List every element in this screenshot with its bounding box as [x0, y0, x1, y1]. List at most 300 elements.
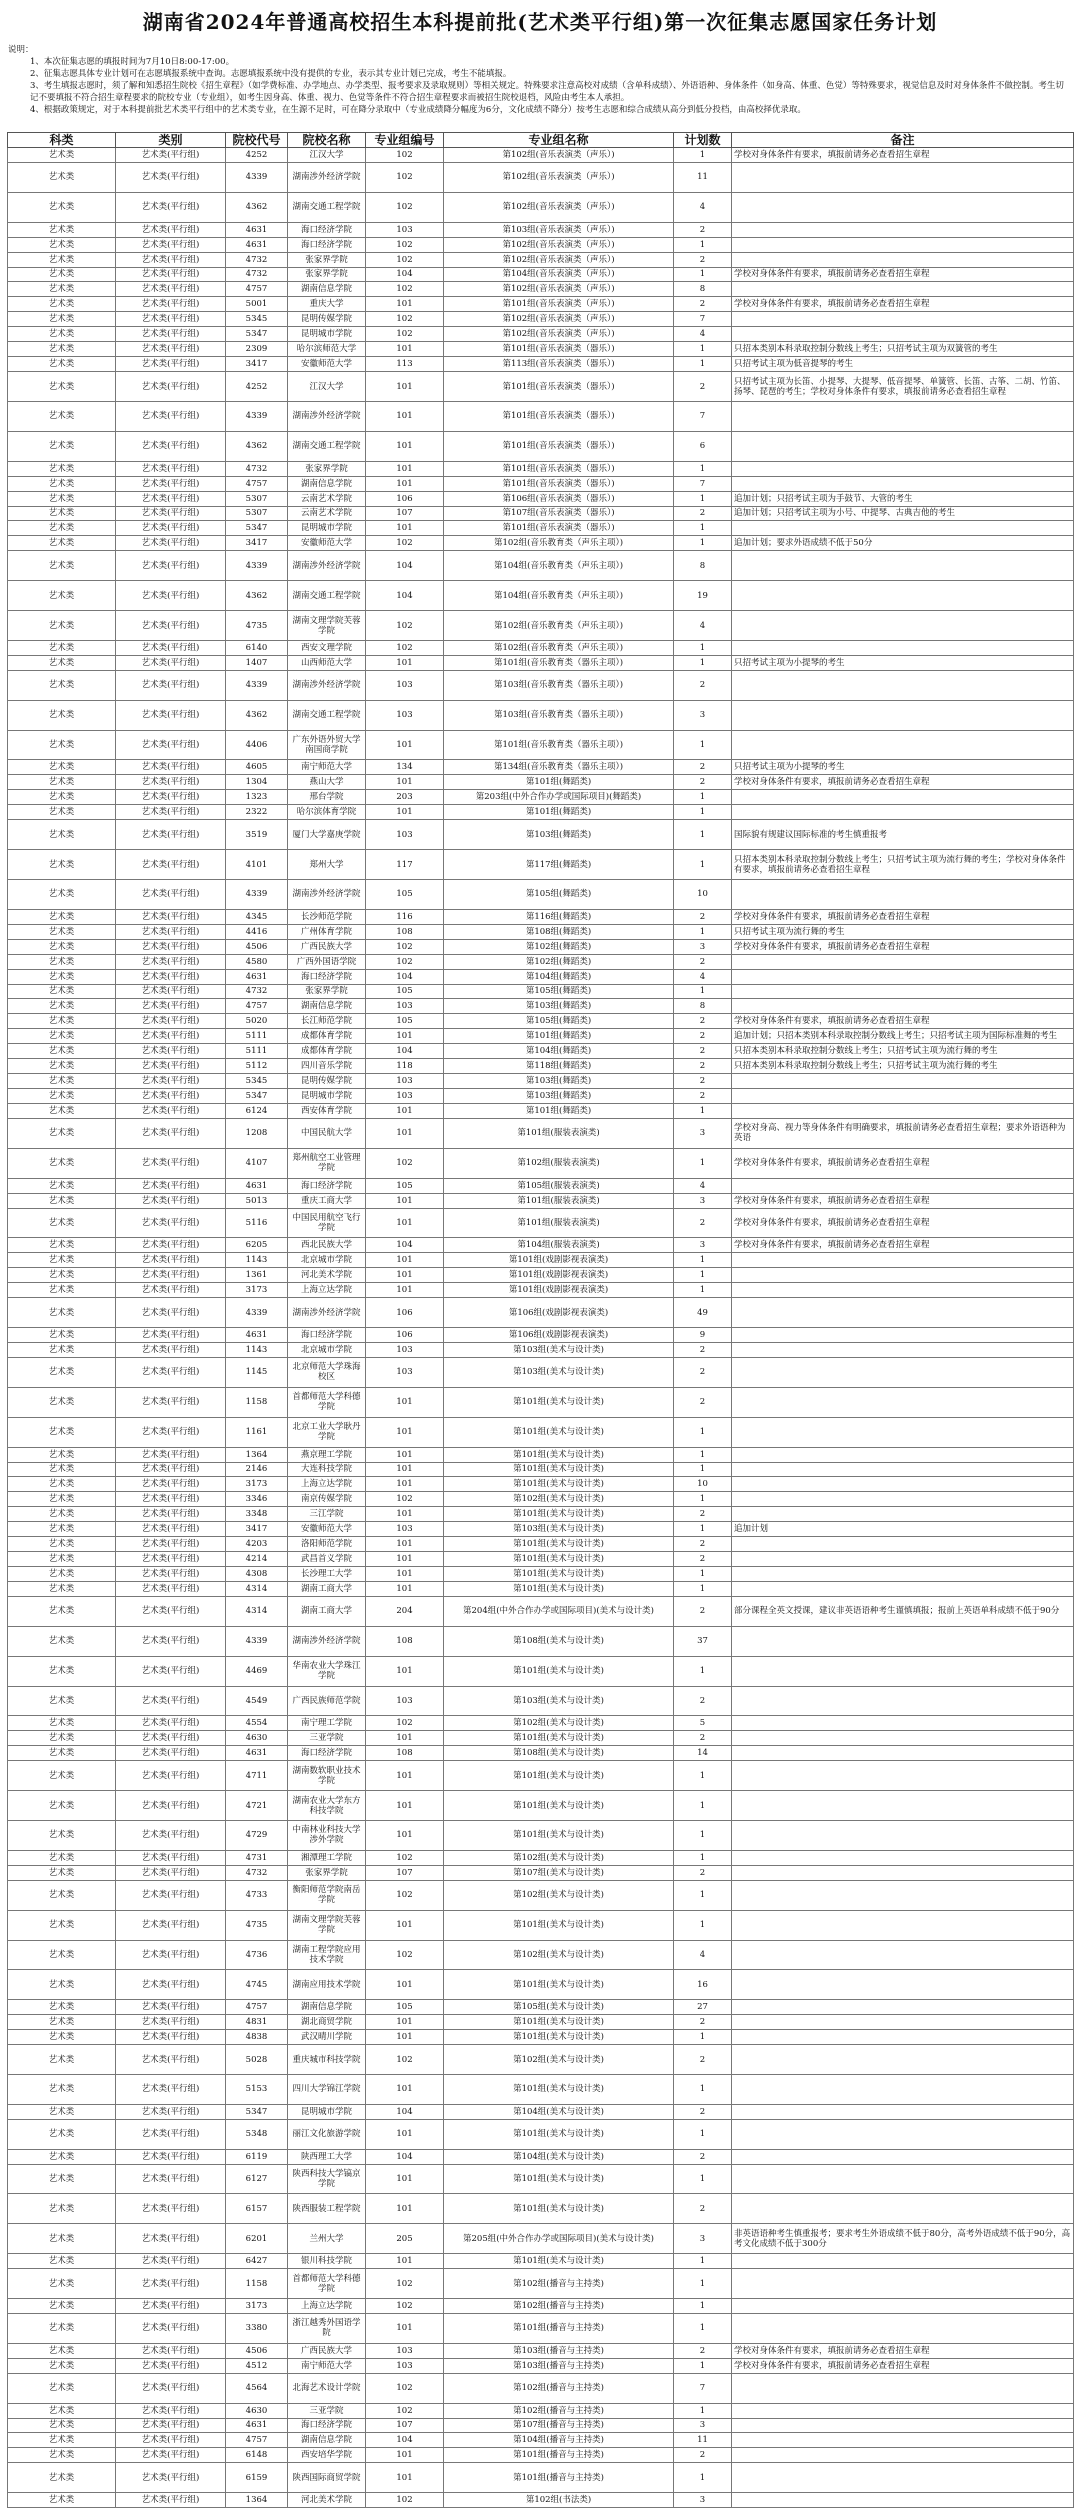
cell-plan-count: 6	[674, 431, 732, 461]
cell-school-code: 4362	[226, 581, 288, 611]
cell-remark	[732, 2418, 1074, 2433]
cell-plan-count: 2	[674, 954, 732, 969]
cell-remark: 追加计划；只招考试主项为小号、中提琴、古典吉他的考生	[732, 506, 1074, 521]
cell-group-code: 103	[366, 1686, 444, 1716]
cell-group-name: 第103组(舞蹈类)	[444, 999, 674, 1014]
cell-school-code: 6119	[226, 2149, 288, 2164]
cell-subject: 艺术类	[8, 670, 116, 700]
cell-category: 艺术类(平行组)	[116, 2403, 226, 2418]
table-row	[8, 790, 1074, 805]
cell-category: 艺术类(平行组)	[116, 1537, 226, 1552]
cell-group-name: 第101组(服装表演类)	[444, 1208, 674, 1238]
cell-school-name: 兰州大学	[288, 2224, 366, 2254]
cell-remark	[732, 2403, 1074, 2418]
cell-plan-count: 2	[674, 909, 732, 924]
table-row	[8, 372, 1074, 402]
cell-category: 艺术类(平行组)	[116, 1104, 226, 1119]
cell-group-name: 第102组(播音与主持类)	[444, 2269, 674, 2299]
cell-remark	[732, 1865, 1074, 1880]
cell-subject: 艺术类	[8, 1059, 116, 1074]
cell-group-code: 101	[366, 1537, 444, 1552]
cell-school-code: 4631	[226, 1328, 288, 1343]
cell-category: 艺术类(平行组)	[116, 670, 226, 700]
cell-school-code: 6427	[226, 2254, 288, 2269]
cell-school-code: 4831	[226, 2015, 288, 2030]
cell-category: 艺术类(平行组)	[116, 640, 226, 655]
cell-remark	[732, 1417, 1074, 1447]
cell-subject: 艺术类	[8, 1074, 116, 1089]
cell-category: 艺术类(平行组)	[116, 1298, 226, 1328]
cell-remark	[732, 611, 1074, 641]
cell-subject: 艺术类	[8, 2030, 116, 2045]
cell-remark	[732, 192, 1074, 222]
cell-plan-count: 2	[674, 252, 732, 267]
cell-subject: 艺术类	[8, 1537, 116, 1552]
cell-remark	[732, 1686, 1074, 1716]
table-row	[8, 312, 1074, 327]
cell-school-name: 张家界学院	[288, 984, 366, 999]
cell-group-name: 第103组(美术与设计类)	[444, 1343, 674, 1358]
cell-group-code: 104	[366, 2433, 444, 2448]
cell-school-code: 3348	[226, 1507, 288, 1522]
cell-school-name: 广东外语外贸大学南国商学院	[288, 730, 366, 760]
cell-remark	[732, 1178, 1074, 1193]
cell-group-code: 101	[366, 1507, 444, 1522]
cell-group-name: 第101组(戏剧影视表演类)	[444, 1253, 674, 1268]
cell-subject: 艺术类	[8, 760, 116, 775]
cell-school-name: 首都师范大学科德学院	[288, 1387, 366, 1417]
table-row	[8, 939, 1074, 954]
cell-subject: 艺术类	[8, 1791, 116, 1821]
cell-group-name: 第101组(美术与设计类)	[444, 1387, 674, 1417]
cell-subject: 艺术类	[8, 1686, 116, 1716]
cell-group-name: 第101组(音乐表演类（器乐）)	[444, 476, 674, 491]
cell-group-code: 103	[366, 2358, 444, 2373]
cell-school-code: 4339	[226, 162, 288, 192]
cell-group-name: 第102组(美术与设计类)	[444, 1940, 674, 1970]
cell-group-code: 102	[366, 954, 444, 969]
table-row	[8, 1850, 1074, 1865]
cell-school-code: 4406	[226, 730, 288, 760]
cell-group-code: 101	[366, 1253, 444, 1268]
cell-school-code: 6201	[226, 2224, 288, 2254]
table-row	[8, 924, 1074, 939]
cell-group-name: 第101组(美术与设计类)	[444, 2074, 674, 2104]
table-row	[8, 1208, 1074, 1238]
cell-school-code: 5347	[226, 327, 288, 342]
cell-remark: 学校对身体条件有要求，填报前请务必查看招生章程	[732, 2358, 1074, 2373]
cell-subject: 艺术类	[8, 820, 116, 850]
cell-group-name: 第102组(播音与主持类)	[444, 2403, 674, 2418]
cell-remark	[732, 2164, 1074, 2194]
cell-school-code: 5111	[226, 1029, 288, 1044]
cell-category: 艺术类(平行组)	[116, 2194, 226, 2224]
cell-group-name: 第101组(音乐表演类（器乐）)	[444, 342, 674, 357]
cell-plan-count: 1	[674, 1761, 732, 1791]
cell-group-code: 105	[366, 1178, 444, 1193]
cell-plan-count: 10	[674, 1477, 732, 1492]
cell-plan-count: 3	[674, 1118, 732, 1148]
cell-category: 艺术类(平行组)	[116, 491, 226, 506]
cell-remark	[732, 2000, 1074, 2015]
cell-plan-count: 19	[674, 581, 732, 611]
cell-remark: 只招考试主项为小提琴的考生	[732, 655, 1074, 670]
cell-school-code: 4469	[226, 1656, 288, 1686]
cell-group-code: 102	[366, 2299, 444, 2314]
cell-plan-count: 7	[674, 312, 732, 327]
cell-plan-count: 1	[674, 850, 732, 880]
cell-remark: 学校对身体条件有要求，填报前请务必查看招生章程	[732, 939, 1074, 954]
cell-group-code: 102	[366, 640, 444, 655]
cell-plan-count: 1	[674, 2358, 732, 2373]
cell-plan-count: 1	[674, 1268, 732, 1283]
cell-school-code: 4416	[226, 924, 288, 939]
cell-subject: 艺术类	[8, 1731, 116, 1746]
cell-remark: 学校对身体条件有要求，填报前请务必查看招生章程	[732, 267, 1074, 282]
cell-plan-count: 1	[674, 2313, 732, 2343]
cell-subject: 艺术类	[8, 1567, 116, 1582]
cell-group-name: 第104组(舞蹈类)	[444, 1044, 674, 1059]
cell-plan-count: 3	[674, 2224, 732, 2254]
cell-plan-count: 2	[674, 1089, 732, 1104]
cell-school-code: 4757	[226, 2000, 288, 2015]
cell-group-name: 第108组(美术与设计类)	[444, 1746, 674, 1761]
cell-school-code: 1361	[226, 1268, 288, 1283]
cell-school-code: 4252	[226, 372, 288, 402]
table-row	[8, 1387, 1074, 1417]
cell-school-code: 4549	[226, 1686, 288, 1716]
cell-school-code: 4631	[226, 237, 288, 252]
cell-remark: 只招考试主项为小提琴的考生	[732, 760, 1074, 775]
cell-plan-count: 11	[674, 2433, 732, 2448]
cell-subject: 艺术类	[8, 2269, 116, 2299]
cell-school-code: 4580	[226, 954, 288, 969]
cell-category: 艺术类(平行组)	[116, 1044, 226, 1059]
cell-school-code: 2146	[226, 1462, 288, 1477]
cell-school-name: 海口经济学院	[288, 222, 366, 237]
cell-group-code: 101	[366, 1656, 444, 1686]
cell-school-name: 安徽师范大学	[288, 536, 366, 551]
cell-category: 艺术类(平行组)	[116, 1029, 226, 1044]
cell-group-code: 101	[366, 401, 444, 431]
cell-school-code: 4101	[226, 850, 288, 880]
cell-plan-count: 7	[674, 2373, 732, 2403]
cell-school-name: 昆明传媒学院	[288, 1074, 366, 1089]
cell-school-name: 成都体育学院	[288, 1029, 366, 1044]
cell-school-code: 4362	[226, 431, 288, 461]
cell-plan-count: 10	[674, 879, 732, 909]
cell-group-name: 第101组(播音与主持类)	[444, 2313, 674, 2343]
cell-category: 艺术类(平行组)	[116, 730, 226, 760]
cell-school-code: 1364	[226, 2493, 288, 2508]
cell-subject: 艺术类	[8, 357, 116, 372]
cell-school-name: 海口经济学院	[288, 1746, 366, 1761]
table-row	[8, 431, 1074, 461]
cell-school-name: 三亚学院	[288, 1731, 366, 1746]
cell-group-name: 第103组(美术与设计类)	[444, 1357, 674, 1387]
cell-subject: 艺术类	[8, 1552, 116, 1567]
cell-school-code: 4721	[226, 1791, 288, 1821]
table-row	[8, 192, 1074, 222]
cell-category: 艺术类(平行组)	[116, 282, 226, 297]
cell-group-code: 101	[366, 775, 444, 790]
cell-plan-count: 1	[674, 2269, 732, 2299]
table-row	[8, 2000, 1074, 2015]
cell-subject: 艺术类	[8, 1850, 116, 1865]
cell-school-name: 张家界学院	[288, 461, 366, 476]
cell-group-code: 101	[366, 2254, 444, 2269]
cell-category: 艺术类(平行组)	[116, 1761, 226, 1791]
cell-category: 艺术类(平行组)	[116, 327, 226, 342]
cell-subject: 艺术类	[8, 1283, 116, 1298]
table-row	[8, 2343, 1074, 2358]
cell-subject: 艺术类	[8, 2015, 116, 2030]
cell-school-code: 4506	[226, 939, 288, 954]
cell-category: 艺术类(平行组)	[116, 1686, 226, 1716]
table-row	[8, 2119, 1074, 2149]
cell-group-name: 第102组(音乐教育类（声乐主项）)	[444, 611, 674, 641]
cell-school-code: 1158	[226, 2269, 288, 2299]
cell-plan-count: 2	[674, 1029, 732, 1044]
cell-category: 艺术类(平行组)	[116, 1791, 226, 1821]
cell-group-name: 第104组(音乐教育类（声乐主项）)	[444, 581, 674, 611]
cell-remark	[732, 2254, 1074, 2269]
table-row	[8, 1178, 1074, 1193]
cell-group-name: 第104组(美术与设计类)	[444, 2149, 674, 2164]
cell-school-code: 4631	[226, 1178, 288, 1193]
cell-group-code: 103	[366, 670, 444, 700]
cell-group-name: 第102组(书法类)	[444, 2493, 674, 2508]
cell-group-name: 第104组(美术与设计类)	[444, 2104, 674, 2119]
cell-group-code: 105	[366, 984, 444, 999]
cell-remark	[732, 1298, 1074, 1328]
cell-remark	[732, 1387, 1074, 1417]
cell-group-code: 101	[366, 730, 444, 760]
cell-category: 艺术类(平行组)	[116, 1148, 226, 1178]
table-row	[8, 2493, 1074, 2508]
cell-plan-count: 2	[674, 1552, 732, 1567]
table-row	[8, 1746, 1074, 1761]
cell-group-name: 第101组(音乐教育类（器乐主项）)	[444, 730, 674, 760]
cell-school-code: 4362	[226, 700, 288, 730]
cell-subject: 艺术类	[8, 2433, 116, 2448]
cell-school-code: 4339	[226, 879, 288, 909]
cell-school-code: 4735	[226, 1910, 288, 1940]
table-row	[8, 611, 1074, 641]
cell-group-name: 第101组(美术与设计类)	[444, 2030, 674, 2045]
cell-subject: 艺术类	[8, 2224, 116, 2254]
cell-school-name: 湖南信息学院	[288, 2433, 366, 2448]
cell-school-name: 昆明城市学院	[288, 521, 366, 536]
cell-group-name: 第103组(音乐教育类（器乐主项）)	[444, 670, 674, 700]
cell-school-code: 4631	[226, 969, 288, 984]
cell-school-name: 中南林业科技大学涉外学院	[288, 1821, 366, 1851]
cell-school-name: 广西民族师范学院	[288, 1686, 366, 1716]
cell-remark	[732, 1328, 1074, 1343]
cell-group-code: 102	[366, 1716, 444, 1731]
cell-group-code: 104	[366, 267, 444, 282]
cell-group-code: 102	[366, 939, 444, 954]
cell-group-code: 101	[366, 297, 444, 312]
cell-group-name: 第102组(舞蹈类)	[444, 954, 674, 969]
cell-category: 艺术类(平行组)	[116, 1118, 226, 1148]
table-row	[8, 1821, 1074, 1851]
table-row	[8, 640, 1074, 655]
cell-plan-count: 2	[674, 1014, 732, 1029]
cell-remark	[732, 1731, 1074, 1746]
cell-group-code: 113	[366, 357, 444, 372]
cell-category: 艺术类(平行组)	[116, 1552, 226, 1567]
cell-plan-count: 1	[674, 2463, 732, 2493]
cell-plan-count: 2	[674, 2045, 732, 2075]
cell-group-name: 第101组(戏剧影视表演类)	[444, 1283, 674, 1298]
cell-plan-count: 1	[674, 655, 732, 670]
table-row	[8, 1582, 1074, 1597]
cell-school-name: 湖南数软职业技术学院	[288, 1761, 366, 1791]
header-subject: 科类	[8, 133, 116, 148]
cell-category: 艺术类(平行组)	[116, 1567, 226, 1582]
cell-school-name: 丽江文化旅游学院	[288, 2119, 366, 2149]
cell-group-code: 106	[366, 491, 444, 506]
cell-category: 艺术类(平行组)	[116, 2463, 226, 2493]
cell-subject: 艺术类	[8, 700, 116, 730]
cell-remark	[732, 327, 1074, 342]
table-row	[8, 2045, 1074, 2075]
cell-subject: 艺术类	[8, 999, 116, 1014]
cell-school-name: 中国民航大学	[288, 1118, 366, 1148]
table-row	[8, 820, 1074, 850]
cell-category: 艺术类(平行组)	[116, 2254, 226, 2269]
cell-subject: 艺术类	[8, 2463, 116, 2493]
cell-school-name: 湖南交通工程学院	[288, 192, 366, 222]
cell-school-name: 湖北商贸学院	[288, 2015, 366, 2030]
cell-subject: 艺术类	[8, 1178, 116, 1193]
cell-group-name: 第107组(播音与主持类)	[444, 2418, 674, 2433]
cell-school-code: 1161	[226, 1417, 288, 1447]
cell-group-name: 第134组(音乐教育类（器乐主项）)	[444, 760, 674, 775]
table-row	[8, 879, 1074, 909]
table-row	[8, 2448, 1074, 2463]
cell-school-code: 6157	[226, 2194, 288, 2224]
cell-school-code: 2322	[226, 805, 288, 820]
cell-subject: 艺术类	[8, 551, 116, 581]
cell-category: 艺术类(平行组)	[116, 1731, 226, 1746]
cell-subject: 艺术类	[8, 1193, 116, 1208]
cell-group-code: 101	[366, 1462, 444, 1477]
cell-plan-count: 3	[674, 939, 732, 954]
cell-group-code: 103	[366, 1522, 444, 1537]
cell-subject: 艺术类	[8, 730, 116, 760]
cell-plan-count: 49	[674, 1298, 732, 1328]
cell-school-name: 北京工业大学耿丹学院	[288, 1417, 366, 1447]
cell-school-name: 山西师范大学	[288, 655, 366, 670]
cell-category: 艺术类(平行组)	[116, 820, 226, 850]
cell-group-name: 第103组(美术与设计类)	[444, 1686, 674, 1716]
cell-school-name: 海口经济学院	[288, 237, 366, 252]
table-row	[8, 1716, 1074, 1731]
cell-category: 艺术类(平行组)	[116, 999, 226, 1014]
cell-subject: 艺术类	[8, 252, 116, 267]
cell-remark	[732, 730, 1074, 760]
cell-plan-count: 2	[674, 372, 732, 402]
cell-group-name: 第203组(中外合作办学或国际项目)(舞蹈类)	[444, 790, 674, 805]
cell-group-code: 102	[366, 312, 444, 327]
cell-subject: 艺术类	[8, 267, 116, 282]
cell-remark	[732, 1507, 1074, 1522]
cell-school-code: 1364	[226, 1447, 288, 1462]
cell-group-code: 204	[366, 1596, 444, 1626]
cell-remark	[732, 476, 1074, 491]
cell-remark	[732, 1268, 1074, 1283]
cell-school-code: 5028	[226, 2045, 288, 2075]
cell-group-code: 102	[366, 536, 444, 551]
cell-subject: 艺术类	[8, 1910, 116, 1940]
cell-school-code: 4757	[226, 282, 288, 297]
cell-subject: 艺术类	[8, 282, 116, 297]
cell-remark: 非英语语种考生慎重报考；要求考生外语成绩不低于80分，高考外语成绩不低于90分，高考文化成绩不低于300分	[732, 2224, 1074, 2254]
page-title: 湖南省2024年普通高校招生本科提前批(艺术类平行组)第一次征集志愿国家任务计划	[142, 10, 938, 34]
cell-group-name: 第102组(美术与设计类)	[444, 1880, 674, 1910]
table-row	[8, 2104, 1074, 2119]
cell-group-code: 101	[366, 1910, 444, 1940]
cell-group-name: 第102组(舞蹈类)	[444, 939, 674, 954]
cell-group-code: 101	[366, 2164, 444, 2194]
cell-subject: 艺术类	[8, 2448, 116, 2463]
cell-category: 艺术类(平行组)	[116, 1343, 226, 1358]
cell-group-name: 第101组(音乐表演类（器乐）)	[444, 461, 674, 476]
cell-category: 艺术类(平行组)	[116, 431, 226, 461]
cell-group-name: 第102组(美术与设计类)	[444, 1492, 674, 1507]
cell-group-code: 101	[366, 1477, 444, 1492]
cell-remark	[732, 2269, 1074, 2299]
cell-school-code: 3380	[226, 2313, 288, 2343]
cell-category: 艺术类(平行组)	[116, 2448, 226, 2463]
cell-subject: 艺术类	[8, 521, 116, 536]
table-row	[8, 1731, 1074, 1746]
cell-remark: 学校对身体条件有要求，填报前请务必查看招生章程	[732, 297, 1074, 312]
cell-group-name: 第101组(音乐表演类（器乐）)	[444, 521, 674, 536]
cell-group-name: 第101组(舞蹈类)	[444, 805, 674, 820]
cell-school-code: 4564	[226, 2373, 288, 2403]
cell-category: 艺术类(平行组)	[116, 581, 226, 611]
cell-category: 艺术类(平行组)	[116, 1089, 226, 1104]
cell-subject: 艺术类	[8, 939, 116, 954]
table-row	[8, 162, 1074, 192]
cell-plan-count: 2	[674, 1044, 732, 1059]
cell-remark	[732, 984, 1074, 999]
cell-subject: 艺术类	[8, 162, 116, 192]
cell-category: 艺术类(平行组)	[116, 506, 226, 521]
table-row	[8, 655, 1074, 670]
cell-school-name: 浙江越秀外国语学院	[288, 2313, 366, 2343]
cell-remark: 追加计划；只招考试主项为手鼓节、大管的考生	[732, 491, 1074, 506]
cell-remark	[732, 1940, 1074, 1970]
cell-category: 艺术类(平行组)	[116, 2313, 226, 2343]
cell-group-code: 102	[366, 2403, 444, 2418]
cell-category: 艺术类(平行组)	[116, 461, 226, 476]
cell-category: 艺术类(平行组)	[116, 1208, 226, 1238]
cell-school-code: 5116	[226, 1208, 288, 1238]
cell-school-code: 4732	[226, 252, 288, 267]
cell-category: 艺术类(平行组)	[116, 1059, 226, 1074]
cell-group-code: 103	[366, 1089, 444, 1104]
cell-plan-count: 1	[674, 1582, 732, 1597]
cell-school-name: 西北民族大学	[288, 1238, 366, 1253]
cell-school-code: 3173	[226, 1477, 288, 1492]
cell-subject: 艺术类	[8, 1238, 116, 1253]
cell-plan-count: 2	[674, 2104, 732, 2119]
cell-subject: 艺术类	[8, 1044, 116, 1059]
